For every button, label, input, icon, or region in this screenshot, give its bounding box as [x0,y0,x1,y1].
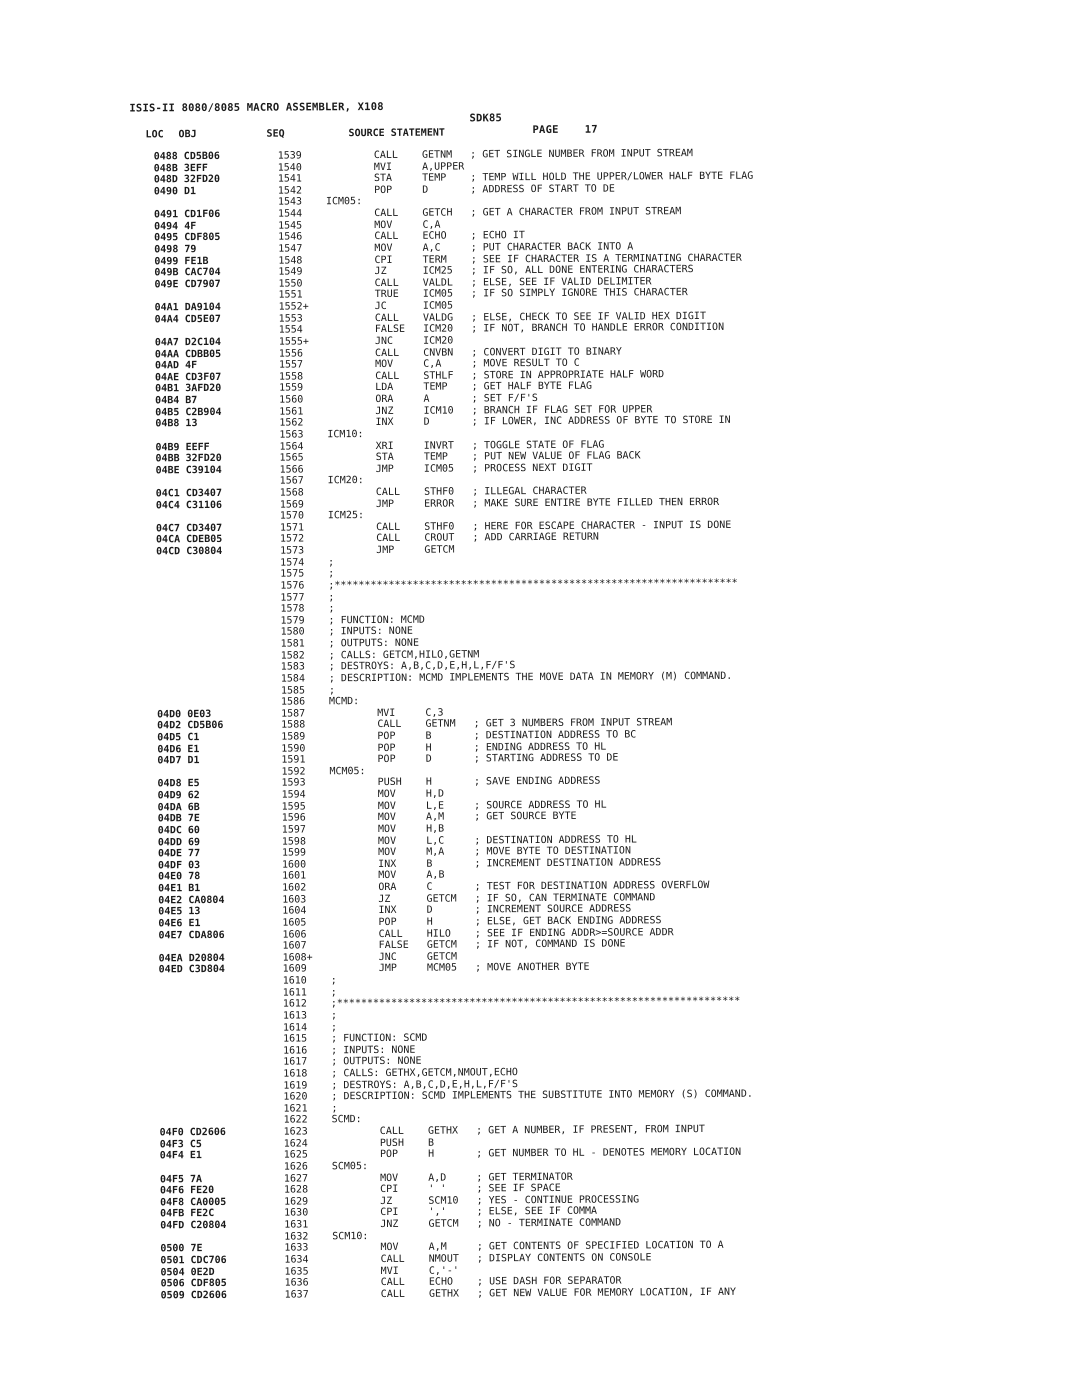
source-statement: POP D ; ADDRESS OF START TO DE [325,183,615,197]
source-statement: ORA A ; SET F/F'S [327,393,538,406]
sequence-number: 1562 [279,417,304,429]
source-statement: CALL ECHO ; USE DASH FOR SEPARATOR [332,1275,622,1289]
source-statement: ; [330,1010,337,1022]
sequence-number: 1541 [277,173,302,185]
sequence-number: 1584 [280,673,305,685]
sequence-number: 1546 [278,231,303,243]
source-statement: CPI ' ' ; SEE IF SPACE [331,1183,561,1196]
loc-obj-code: 04D2 CD5B06 [157,720,224,732]
sequence-number: 1604 [282,905,307,917]
page-indicator [532,124,597,136]
source-statement: ; [331,1103,338,1115]
source-statement: MOV H,D [329,788,444,801]
loc-obj-code: 04F4 E1 [159,1150,202,1162]
source-statement: ; OUTPUTS: NONE [331,1056,422,1068]
column-header-loc: LOC [145,129,164,141]
source-statement: ; CALLS: GETHX,GETCM,NMOUT,ECHO [331,1067,518,1080]
sequence-number: 1620 [283,1091,308,1103]
loc-obj-code: 04DD 69 [157,836,201,848]
source-statement: JNC GETCM [330,951,458,964]
sequence-number: 1552+ [278,301,309,313]
source-statement: PUSH B [331,1137,435,1149]
loc-obj-code: 04B1 3AFD20 [155,383,222,395]
sequence-number: 1629 [284,1196,309,1208]
source-statement: ; [328,684,336,696]
source-statement: MOV A,D ; GET TERMINATOR [331,1171,573,1184]
sequence-number: 1589 [281,731,306,743]
sequence-number: 1544 [277,208,303,220]
source-statement: MOV A,C ; PUT CHARACTER BACK INTO A [326,241,634,255]
sequence-number: 1635 [284,1265,309,1278]
source-statement: MVI A,UPPER [325,161,465,173]
source-statement: MOV H,B [329,823,445,836]
loc-obj-code: 049B CAC704 [154,267,221,279]
source-statement: JZ SCM10 ; YES - CONTINUE PROCESSING [332,1194,640,1208]
source-statement: CALL GETNM ; GET 3 NUMBERS FROM INPUT STREAM [329,717,673,731]
sequence-number: 1548 [278,255,303,267]
sequence-number: 1578 [280,603,305,615]
loc-obj-code: 04BE C39104 [155,464,222,477]
loc-obj-code: 04E1 B1 [158,883,201,895]
source-statement: MOV M,A ; MOVE BYTE TO DESTINATION [329,845,631,859]
source-statement: MCM05: [329,765,366,778]
sequence-number: 1590 [281,743,306,755]
source-statement: POP D ; STARTING ADDRESS TO DE [329,752,619,766]
source-statement: ; INPUTS: NONE [331,1044,416,1057]
source-statement: MOV A,M ; GET SOURCE BYTE [329,811,577,824]
source-statement: ; FUNCTION: MCMD [328,614,425,627]
source-statement: ; [330,986,337,998]
source-statement: JNC ICM20 [326,335,454,348]
source-statement: MOV C,A [326,219,441,232]
sequence-number: 1609 [282,963,307,975]
source-statement: JMP ERROR ; MAKE SURE ENTIRE BYTE FILLED THEN ERROR [327,496,720,510]
page-number: 17 [584,123,598,136]
loc-obj-code: 04AA CDBB05 [154,348,222,360]
sequence-number: 1599 [281,847,307,859]
sequence-number: 1547 [278,243,303,255]
source-statement: INX B ; INCREMENT DESTINATION ADDRESS [329,857,662,871]
column-header-source: SOURCE STATEMENT [348,127,445,140]
sequence-number: 1580 [280,626,305,638]
source-statement: FALSE GETCM ; IF NOT, COMMAND IS DONE [330,938,626,952]
source-statement: ; INPUTS: NONE [328,626,413,638]
source-statement: SCM10: [332,1230,369,1242]
sequence-number: 1585 [280,684,306,697]
loc-obj-code: 04A7 D2C104 [154,336,222,349]
loc-obj-code: 04B5 C2B904 [155,406,222,418]
sequence-number: 1587 [281,708,306,720]
source-statement: SCM05: [331,1160,369,1173]
source-statement: XRI INVRT ; TOGGLE STATE OF FLAG [327,439,605,452]
source-statement: PUSH H ; SAVE ENDING ADDRESS [329,776,601,789]
sequence-number: 1637 [284,1289,309,1301]
sequence-number: 1556 [278,347,304,360]
source-statement: ; [328,556,335,568]
sequence-number: 1634 [284,1254,309,1266]
source-statement: CALL VALDL ; ELSE, SEE IF VALID DELIMITER [326,276,652,290]
loc-obj-code: 04CA CDEB05 [155,534,223,546]
sequence-number: 1603 [282,894,307,906]
source-statement: JMP MCM05 ; MOVE ANOTHER BYTE [330,962,590,975]
sequence-number: 1572 [279,533,305,546]
loc-obj-code: 04DE 77 [157,848,201,860]
loc-obj-code: 04F5 7A [159,1173,203,1185]
loc-obj-code: 04DA 6B [157,801,200,814]
sequence-number: 1579 [280,615,305,627]
sequence-number: 1614 [282,1021,308,1034]
sequence-number: 1605 [282,917,307,929]
sequence-number: 1586 [280,696,306,708]
sequence-number: 1602 [282,882,307,894]
sequence-number: 1607 [282,940,307,952]
loc-obj-code: 04D6 E1 [157,743,200,755]
loc-obj-code: 04DC 60 [157,825,200,837]
source-statement: MCMD: [328,696,360,708]
sequence-number: 1565 [279,452,304,464]
source-statement: CALL GETCH ; GET A CHARACTER FROM INPUT STREAM [325,206,682,220]
loc-obj-code: 04FB FE2C [160,1208,215,1220]
source-statement: MOV C,A ; MOVE RESULT TO C [326,357,580,371]
source-statement: MOV L,E ; SOURCE ADDRESS TO HL [329,799,607,813]
source-statement: ICM20: [327,475,364,487]
source-statement: ; [330,1021,338,1033]
sequence-number: 1576 [280,580,305,592]
source-statement: JMP GETCM [328,544,455,557]
source-statement: CALL VALDG ; ELSE, CHECK TO SEE IF VALID HEX DIGIT [326,310,706,324]
source-statement: JZ GETCM ; IF SO, CAN TERMINATE COMMAND [330,891,656,905]
loc-obj-code: 0488 CD5B06 [153,150,220,163]
sequence-number: 1575 [280,568,305,580]
source-statement: ; [328,591,335,603]
source-statement: ; DESTROYS: A,B,C,D,E,H,L,F/F'S [331,1078,519,1091]
source-statement: ; [330,975,337,987]
source-statement: JNZ ICM10 ; BRANCH IF FLAG SET FOR UPPER [327,403,653,417]
loc-obj-code: 04C1 CD3407 [155,487,223,500]
sequence-number: 1600 [281,859,307,871]
source-statement: CALL CNVBN ; CONVERT DIGIT TO BINARY [326,346,622,359]
sequence-number: 1616 [283,1045,308,1057]
source-statement: INX D ; IF LOWER, INC ADDRESS OF BYTE TO STORE IN [327,415,731,429]
source-statement: ICM25: [327,510,365,522]
loc-obj-code: 04C7 CD3407 [155,522,223,535]
sequence-number: 1591 [281,754,306,766]
sequence-number: 1542 [277,185,303,197]
sequence-number: 1612 [282,998,307,1010]
sequence-number: 1592 [281,766,306,778]
loc-obj-code: 04B8 13 [155,418,198,430]
sequence-number: 1598 [281,836,306,848]
source-statement: SCMD: [331,1114,362,1126]
loc-obj-code: 048D 32FD20 [153,174,221,186]
source-statement: MOV L,C ; DESTINATION ADDRESS TO HL [329,833,637,847]
sequence-number: 1632 [284,1231,309,1243]
loc-obj-code: 0501 CDC706 [160,1254,227,1267]
sequence-number: 1610 [282,975,307,987]
source-statement: JMP ICM05 ; PROCESS NEXT DIGIT [327,462,593,476]
loc-obj-code: 04A1 DA9104 [154,301,221,314]
sequence-number: 1563 [279,429,304,441]
loc-obj-code: 04C4 C31106 [155,499,223,511]
sequence-number: 1573 [280,545,305,557]
loc-obj-code: 0500 7E [160,1243,203,1255]
loc-obj-code: 0494 4F [154,220,197,233]
sequence-number: 1596 [281,812,306,824]
source-statement: CALL GETNM ; GET SINGLE NUMBER FROM INPUT STREAM [325,148,693,162]
loc-obj-code: 04F0 CD2606 [159,1127,226,1139]
sequence-number: 1555+ [278,336,309,348]
sequence-number: 1623 [283,1126,308,1138]
source-statement: POP B ; DESTINATION ADDRESS TO BC [329,729,637,743]
source-statement: CALL STHF0 ; HERE FOR ESCAPE CHARACTER - INPUT IS DONE [327,519,732,534]
sequence-number: 1577 [280,591,305,604]
source-statement: CPI TERM ; SEE IF CHARACTER IS A TERMINATING CHARACTER [326,252,742,266]
loc-obj-code: 049E CD7907 [154,278,221,291]
sequence-number: 1582 [280,650,305,662]
sequence-number: 1631 [284,1219,309,1231]
source-statement: POP H ; ELSE, GET BACK ENDING ADDRESS [330,915,662,929]
source-statement: CALL GETHX ; GET NEW VALUE FOR MEMORY LOCATION, IF ANY [332,1286,737,1301]
sequence-number: 1559 [279,382,304,394]
sequence-number: 1540 [277,162,302,174]
source-statement: MOV A,B [330,870,445,882]
loc-obj-code: 0491 CD1F06 [153,209,221,221]
source-statement: CALL HILO ; SEE IF ENDING ADDR>=SOURCE ADDR [330,926,674,940]
sequence-number: 1621 [283,1103,308,1115]
source-statement: JZ ICM25 ; IF SO, ALL DONE ENTERING CHARACTERS [326,264,694,278]
loc-obj-code: 04E6 E1 [158,917,201,930]
sequence-number: 1611 [282,987,307,999]
loc-obj-code: 04E2 CA0804 [158,894,225,907]
source-statement: STA TEMP ; TEMP WILL HOLD THE UPPER/LOWER HALF BYTE FLAG [325,170,754,185]
sequence-number: 1557 [278,359,304,371]
source-statement: ICM10: [327,428,364,441]
source-statement: ; DESCRIPTION: MCMD IMPLEMENTS THE MOVE DATA IN MEMORY (M) COMMAND. [328,670,733,685]
sequence-number: 1558 [278,371,304,383]
source-statement: ; OUTPUTS: NONE [328,637,419,650]
sequence-number: 1633 [284,1242,309,1254]
sequence-number: 1545 [278,220,303,232]
column-header-obj: OBJ [178,129,197,141]
source-statement: CALL STHF0 ; ILLEGAL CHARACTER [327,485,587,499]
loc-obj-code: 04E7 CDA806 [158,929,225,941]
sequence-number: 1568 [279,487,304,499]
source-statement: MOV A,M ; GET CONTENTS OF SPECIFIED LOCATION TO A [332,1240,724,1254]
source-statement: ICM05: [325,196,363,208]
loc-obj-code: 04EA D20804 [158,952,225,965]
sequence-number: 1583 [280,661,305,673]
source-statement: ;******************************************************************* [330,996,741,1010]
sequence-number: 1636 [284,1277,309,1289]
loc-obj-code: 0506 CDF805 [160,1278,227,1290]
source-statement: INX D ; INCREMENT SOURCE ADDRESS [330,903,632,917]
loc-obj-code: 04E5 13 [158,906,201,918]
sequence-number: 1561 [279,406,304,418]
sequence-number: 1564 [279,440,304,453]
loc-obj-code: 04F6 FE20 [159,1185,215,1197]
source-statement: ; [328,568,335,580]
sequence-number: 1569 [279,499,304,511]
sequence-number: 1574 [280,557,305,569]
sequence-number: 1566 [279,464,304,476]
page-label: PAGE [532,123,559,137]
loc-obj-code: 04F3 C5 [159,1138,202,1151]
assembler-title: ISIS-II 8080/8085 MACRO ASSEMBLER, X108 [129,100,384,115]
sequence-number: 1567 [279,475,304,487]
sequence-number: 1608+ [282,952,313,964]
loc-obj-code: 04FD C20804 [160,1219,227,1232]
source-statement: FALSE ICM20 ; IF NOT, BRANCH TO HANDLE ERROR CONDITION [326,322,725,336]
sequence-number: 1615 [283,1033,308,1045]
source-statement: CALL NMOUT ; DISPLAY CONTENTS ON CONSOLE [332,1252,652,1266]
loc-obj-code: 04D7 D1 [157,755,200,767]
loc-obj-code: 04D0 0E03 [157,708,212,721]
sequence-number: 1554 [278,324,303,336]
loc-obj-code: 04DF 03 [157,859,201,872]
source-statement: MVI C,'-' [332,1265,459,1277]
sequence-number: 1543 [277,196,303,209]
column-header-seq: SEQ [266,128,285,140]
loc-obj-code: 0509 CD2606 [160,1289,227,1302]
source-statement: STA TEMP ; PUT NEW VALUE OF FLAG BACK [327,450,641,464]
source-statement: ; FUNCTION: SCMD [331,1032,428,1045]
source-statement: TRUE ICM05 ; IF SO SIMPLY IGNORE THIS CHARACTER [326,287,688,301]
sequence-number: 1571 [279,522,305,534]
source-statement: ; [328,603,335,615]
source-statement: CALL CROUT ; ADD CARRIAGE RETURN [327,532,599,545]
loc-obj-code: 04B9 EEFF [155,441,210,453]
sequence-number: 1628 [283,1184,309,1196]
loc-obj-code: 04D5 C1 [157,732,200,744]
source-statement: ; DESCRIPTION: SCMD IMPLEMENTS THE SUBSTITUTE INTO MEMORY (S) COMMAND. [331,1088,753,1103]
source-statement: LDA TEMP ; GET HALF BYTE FLAG [327,381,593,394]
sequence-number: 1626 [283,1161,308,1173]
sequence-number: 1581 [280,638,305,650]
sequence-number: 1617 [283,1056,308,1068]
sequence-number: 1627 [283,1172,309,1185]
loc-obj-code: 04E0 78 [158,871,201,883]
loc-obj-code: 04BB 32FD20 [155,453,222,465]
sequence-number: 1551 [278,289,303,302]
loc-obj-code: 0498 79 [154,244,197,256]
source-statement: ; DESTROYS: A,B,C,D,E,H,L,F/F'S [328,660,516,673]
loc-obj-code: 04A4 CD5E07 [154,313,221,326]
sequence-number: 1594 [281,789,306,801]
source-statement: JC ICM05 [326,300,454,313]
loc-obj-code: 04D8 E5 [157,778,200,790]
source-statement: JNZ GETCM ; NO - TERMINATE COMMAND [332,1217,622,1231]
source-statement: CPI ',' ; ELSE, SEE IF COMMA [332,1206,598,1219]
program-name: SDK85 [469,112,503,125]
sequence-number: 1606 [282,928,307,941]
sequence-number: 1630 [284,1207,309,1219]
loc-obj-code: 04ED C3D804 [158,964,225,976]
sequence-number: 1601 [282,870,307,883]
source-statement: CALL STHLF ; STORE IN APPROPRIATE HALF WORD [326,369,665,383]
sequence-number: 1553 [278,313,303,325]
assembly-listing [0,146,1077,1302]
loc-obj-code: 0495 CDF805 [154,232,221,244]
sequence-number: 1560 [279,394,304,406]
loc-obj-code: 04DB 7E [157,813,200,825]
source-statement: ;******************************************************************* [328,577,738,592]
source-statement: MVI C,3 [329,707,444,720]
loc-obj-code: 04AE CD3F07 [154,371,222,384]
sequence-number: 1619 [283,1080,308,1092]
sequence-number: 1595 [281,801,306,813]
loc-obj-code: 04B4 B7 [155,395,198,407]
loc-obj-code: 0499 FE1B [154,255,209,267]
loc-obj-code: 04AD 4F [154,360,198,372]
sequence-number: 1597 [281,824,306,836]
sequence-number: 1593 [281,777,306,790]
source-statement: ORA C ; TEST FOR DESTINATION ADDRESS OVERFLOW [330,880,710,894]
source-statement: POP H ; GET NUMBER TO HL - DENOTES MEMORY LOCATION [331,1147,742,1161]
sequence-number: 1613 [282,1010,308,1022]
sequence-number: 1618 [283,1068,308,1080]
loc-obj-code: 0490 D1 [153,185,197,198]
sequence-number: 1625 [283,1149,308,1161]
loc-obj-code: 04F8 CA0005 [160,1196,227,1209]
loc-obj-code: 048B 3EFF [153,162,208,174]
sequence-number: 1550 [278,278,303,290]
loc-obj-code: 0504 0E2D [160,1266,215,1278]
sequence-number: 1622 [283,1114,308,1127]
loc-obj-code: 04CD C30804 [156,546,223,558]
source-statement: CALL GETHX ; GET A NUMBER, IF PRESENT, FROM INPUT [331,1124,705,1138]
source-statement: CALL ECHO ; ECHO IT [326,230,525,243]
loc-obj-code: 04D9 62 [157,790,200,802]
sequence-number: 1624 [283,1138,308,1150]
sequence-number: 1549 [278,266,303,278]
sequence-number: 1570 [279,510,304,522]
source-statement: ; CALLS: GETCM,HILO,GETNM [328,649,480,661]
source-statement: POP H ; ENDING ADDRESS TO HL [329,741,607,754]
sequence-number: 1588 [281,719,306,731]
sequence-number: 1539 [277,150,302,162]
